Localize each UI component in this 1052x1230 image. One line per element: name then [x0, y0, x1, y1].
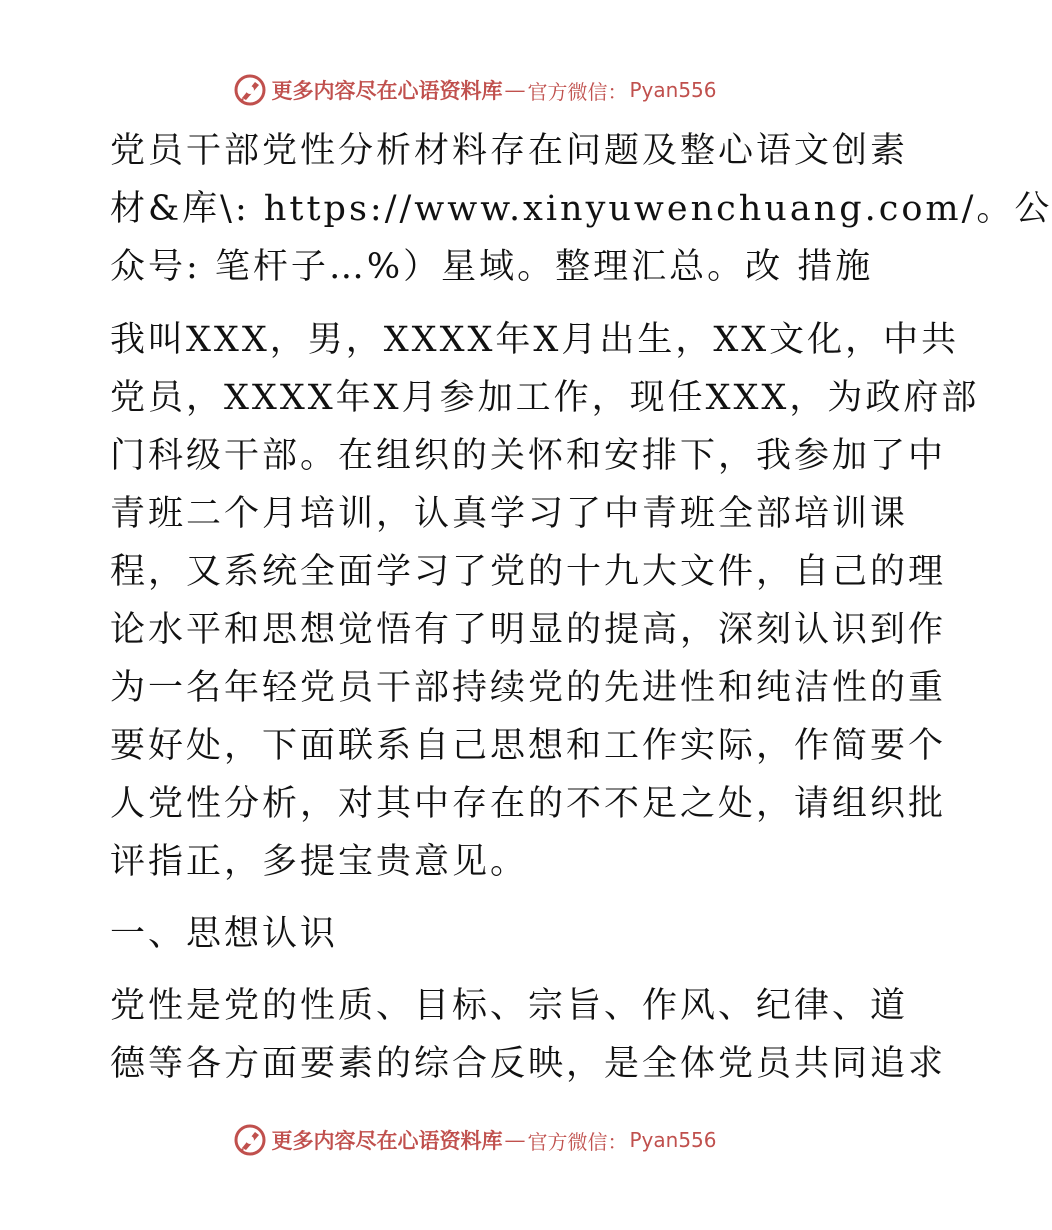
section-paragraph [98, 977, 947, 1093]
paragraph-line: 我叫XXX，男，XXXX年X月出生，XX文化，中共 [110, 320, 960, 360]
document-body [98, 122, 1052, 1093]
header-banner [0, 70, 950, 110]
paragraph-line: 党员，XXXX年X月参加工作，现任XXX，为政府部 [110, 378, 980, 418]
paragraph-line: 为一名年轻党员干部持续党的先进性和纯洁性的重 [110, 668, 947, 708]
paragraph-line: 论水平和思想觉悟有了明显的提高，深刻认识到作 [110, 610, 947, 650]
header-separator: — [504, 78, 526, 102]
footer-brand: 更多内容尽在心语资料库 [271, 1128, 503, 1153]
paragraph-line: 党性是党的性质、目标、宗旨、作风、纪律、道 [110, 986, 909, 1026]
quill-pen-logo-icon [233, 73, 267, 107]
footer-banner [0, 1120, 950, 1160]
header-brand: 更多内容尽在心语资料库 [271, 78, 503, 103]
header-wechat-label: 官方微信： [527, 79, 628, 104]
intro-paragraph [98, 311, 980, 891]
quill-pen-logo-icon [233, 1123, 267, 1157]
header-wechat-account: Pyan556 [629, 78, 717, 102]
footer-separator: — [504, 1128, 526, 1152]
title-line: 材&库\: https://www.xinyuwenchuang.com/。公 [110, 189, 1052, 229]
paragraph-line: 程，又系统全面学习了党的十九大文件，自己的理 [110, 552, 947, 592]
footer-wechat-label: 官方微信： [527, 1129, 628, 1154]
paragraph-line: 青班二个月培训，认真学习了中青班全部培训课 [110, 494, 909, 534]
footer-wechat-account: Pyan556 [629, 1128, 717, 1152]
title-line: 党员干部党性分析材料存在问题及整心语文创素 [110, 131, 909, 171]
section-heading: 一、思想认识 [110, 914, 339, 954]
paragraph-line: 德等各方面要素的综合反映，是全体党员共同追求 [110, 1044, 947, 1084]
document-title [98, 122, 1052, 296]
paragraph-line: 门科级干部。在组织的关怀和安排下，我参加了中 [110, 436, 947, 476]
paragraph-line: 要好处，下面联系自己思想和工作实际，作简要个 [110, 726, 947, 766]
paragraph-line: 评指正，多提宝贵意见。 [110, 842, 529, 882]
paragraph-line: 人党性分析，对其中存在的不不足之处，请组织批 [110, 784, 947, 824]
title-line: 众号: 笔杆子…%）星域。整理汇总。改 措施 [110, 247, 874, 287]
